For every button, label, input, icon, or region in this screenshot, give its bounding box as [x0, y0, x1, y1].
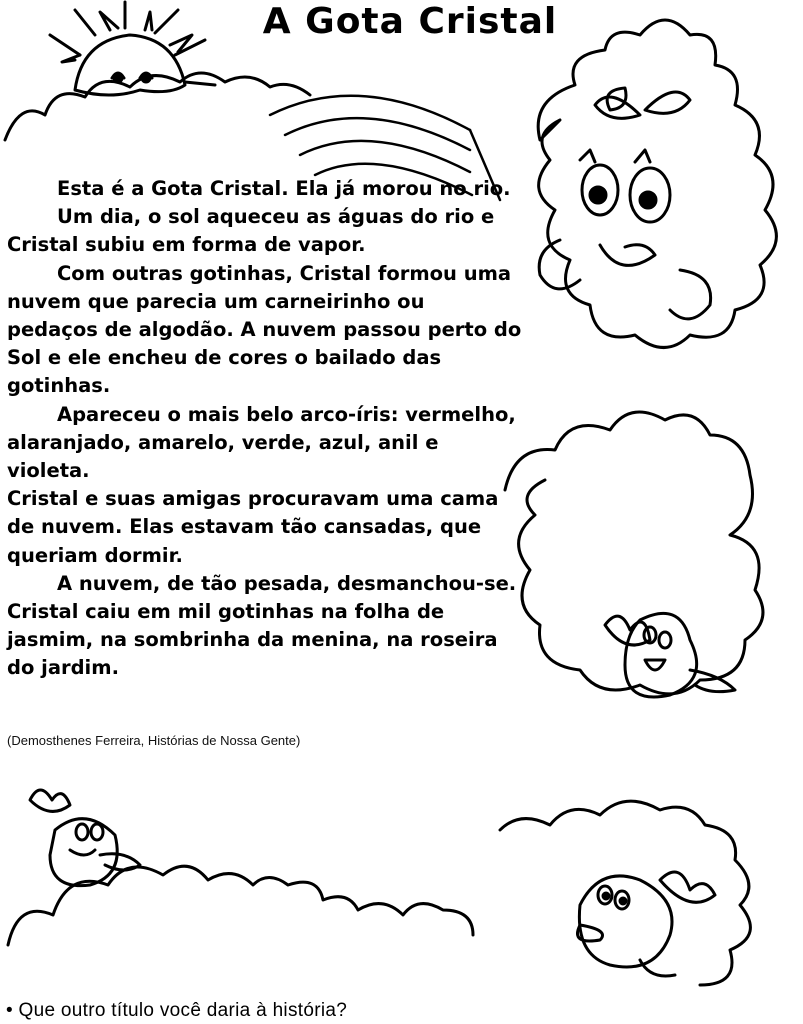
story-paragraph-1: Esta é a Gota Cristal. Ela já morou no rio. [57, 177, 511, 200]
story-paragraph-3: Com outras gotinhas, Cristal formou uma nuvem que parecia um carneirinho ou pedaços de algodão. A nuvem passou perto do Sol e ele encheu de cores o bailado das gotinhas. [7, 261, 522, 398]
cloud-character [538, 20, 776, 348]
droplet-bird-1 [605, 613, 735, 697]
question-prompt: • Que outro título você daria à história? [6, 1000, 348, 1021]
sun-icon [50, 2, 215, 95]
droplet-bird-3 [578, 872, 716, 976]
story-paragraph-6: A nuvem, de tão pesada, desmanchou-se. Cristal caiu em mil gotinhas na folha de jasmim, na sombrinha da menina, na roseira do jardim. [7, 571, 517, 680]
middle-cloud [505, 412, 763, 694]
story-paragraph-5: Cristal e suas amigas procuravam uma cama de nuvem. Elas estavam tão cansadas, que queriam dormir. [7, 487, 499, 567]
page-title: A Gota Cristal [262, 1, 558, 42]
story-paragraph-4: Apareceu o mais belo arco-íris: vermelho, alaranjado, amarelo, verde, azul, anil e violeta. [7, 402, 516, 483]
source-citation: (Demosthenes Ferreira, Histórias de Nossa Gente) [7, 733, 301, 748]
story-text [7, 175, 522, 683]
top-cloud [5, 73, 310, 140]
story-paragraph-2: Um dia, o sol aqueceu as águas do rio e Cristal subiu em forma de vapor. [7, 205, 495, 257]
bottom-cloud [8, 801, 750, 985]
